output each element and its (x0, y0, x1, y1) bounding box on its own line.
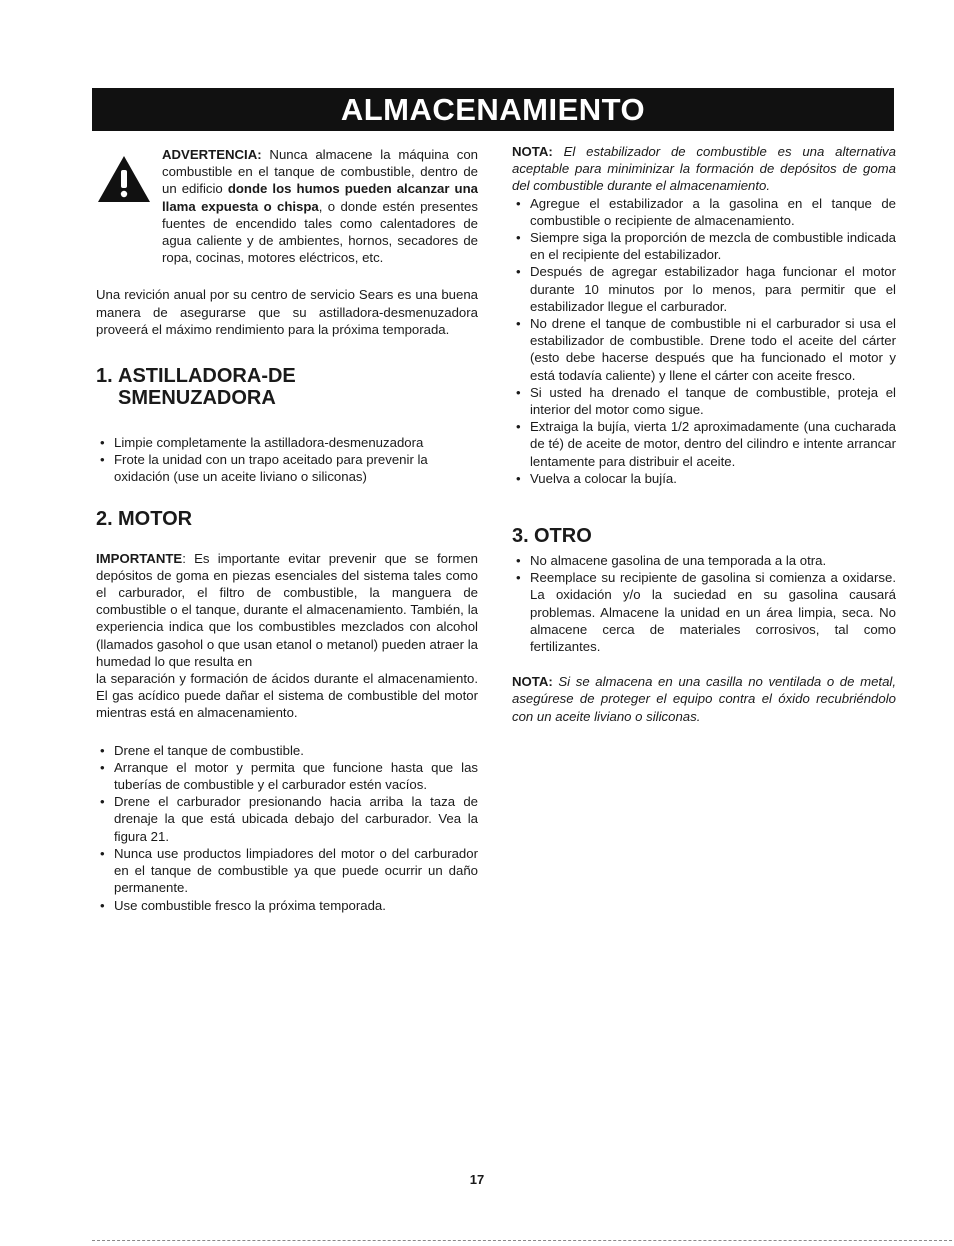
page-banner-title: ALMACENAMIENTO (92, 88, 894, 131)
section-1-list (96, 434, 478, 486)
list-item: • Si usted ha drenado el tanque de combustible, proteja el interior del motor como sigue. (512, 384, 896, 418)
warning-text: ADVERTENCIA: Nunca almacene la máquina con combustible en el tanque de combustible, dentro de un edificio donde los humos pueden alcanzar una llama expuesta o chispa, o donde estén presentes fuentes de encendido tales como calentadores de agua caliente y de ambientes, hornos, secadores de ropa, cocinas, motores eléctricos, etc. (162, 147, 478, 266)
storage-note: NOTA: Si se almacena en una casilla no ventilada o de metal, asegúrese de proteger el equipo contra el óxido recubriéndolo con un aceite liviano o siliconas. (512, 674, 896, 724)
section-3-list (512, 552, 896, 655)
list-item: • Extraiga la bujía, vierta 1/2 aproximadamente (una cucharada de té) de aceite de motor, dentro del cilindro e intente arrancar lentamente para distribuir el aceite. (512, 418, 896, 470)
footer-divider (92, 1240, 952, 1242)
list-item: • No drene el tanque de combustible ni el carburador si usa el estabilizador de combustible. Drene todo el aceite del cárter (esto debe hacerse después que ha funcionado el motor y está todavía caliente) y llene el cárter con aceite fresco. (512, 315, 896, 384)
page-number: 17 (469, 1172, 485, 1187)
list-item: • No almacene gasolina de una temporada a la otra. (512, 552, 896, 569)
list-item: • Drene el tanque de combustible. (96, 742, 478, 759)
list-item: • Limpie completamente la astilladora-desmenuzadora (96, 434, 478, 451)
stabilizer-list (512, 195, 896, 487)
list-item: • Drene el carburador presionando hacia arriba la taza de drenaje la que está ubicada debajo del carburador. Vea la figura 21. (96, 793, 478, 845)
warning-triangle-icon (96, 154, 152, 204)
list-item: • Frote la unidad con un trapo aceitado para prevenir la oxidación (use un aceite liviano o siliconas) (96, 451, 478, 485)
left-column (96, 146, 478, 914)
list-item: • Nunca use productos limpiadores del motor o del carburador en el tanque de combustible ya que puede ocurrir un daño permanente. (96, 845, 478, 897)
section-3-heading: 3. OTRO (512, 525, 592, 548)
section-2-list (96, 742, 478, 914)
important-paragraph: IMPORTANTE: Es importante evitar prevenir que se formen depósitos de goma en piezas esenciales del sistema tales como el carburador, el filtro de combustible, la manguera de combustible o el tanque, durante el almacenamiento. También, la experiencia indica que los combustibles mezclados con alcohol (llamados gasohol o que usan etanol o metanol) pueden atraer la humedad lo que resulta en (96, 550, 478, 669)
note-label: NOTA: (512, 144, 553, 159)
list-item: • Arranque el motor y permita que funcione hasta que las tuberías de combustible y el carburador estén vacíos. (96, 759, 478, 793)
important-paragraph-continued: la separación y formación de ácidos durante el almacenamiento. El gas acídico puede dañar el sistema de combustible del motor mientras está en almacenamiento. (96, 671, 478, 721)
intro-paragraph: Una revición anual por su centro de servicio Sears es una buena manera de asegurarse que su astilladora-desmenuzadora proveerá el máximo rendimiento para la próxima temporada. (96, 287, 478, 337)
section-2-heading: 2. MOTOR (96, 507, 193, 530)
list-item: • Use combustible fresco la próxima temporada. (96, 897, 478, 914)
list-item: • Siempre siga la proporción de mezcla de combustible indicada en el recipiente del estabilizador. (512, 229, 896, 263)
warning-label: ADVERTENCIA: (162, 147, 262, 162)
important-label: IMPORTANTE (96, 550, 183, 566)
list-item: • Reemplace su recipiente de gasolina si comienza a oxidarse. La oxidación y/o la suciedad en su gasolina causará problemas. Almacene la unidad en un área limpia, seca. No almacene cerca de materiales corrosivos, tal como fertilizantes. (512, 569, 896, 655)
list-item: • Después de agregar estabilizador haga funcionar el motor durante 10 minutos por lo menos, para permitir que el estabilizador llegue el carburador. (512, 263, 896, 315)
stabilizer-note: NOTA: El estabilizador de combustible es una alternativa aceptable para miniminizar la formación de depósitos de goma del combustible durante el almacenamiento. (512, 144, 896, 194)
note-label: NOTA: (512, 674, 553, 690)
section-1-heading: 1. ASTILLADORA-DE SMENUZADORA (96, 365, 296, 410)
list-item: • Vuelva a colocar la bujía. (512, 470, 896, 487)
right-column (512, 143, 896, 725)
warning-block (96, 146, 478, 266)
list-item: • Agregue el estabilizador a la gasolina en el tanque de combustible o recipiente de almacenamiento. (512, 195, 896, 229)
